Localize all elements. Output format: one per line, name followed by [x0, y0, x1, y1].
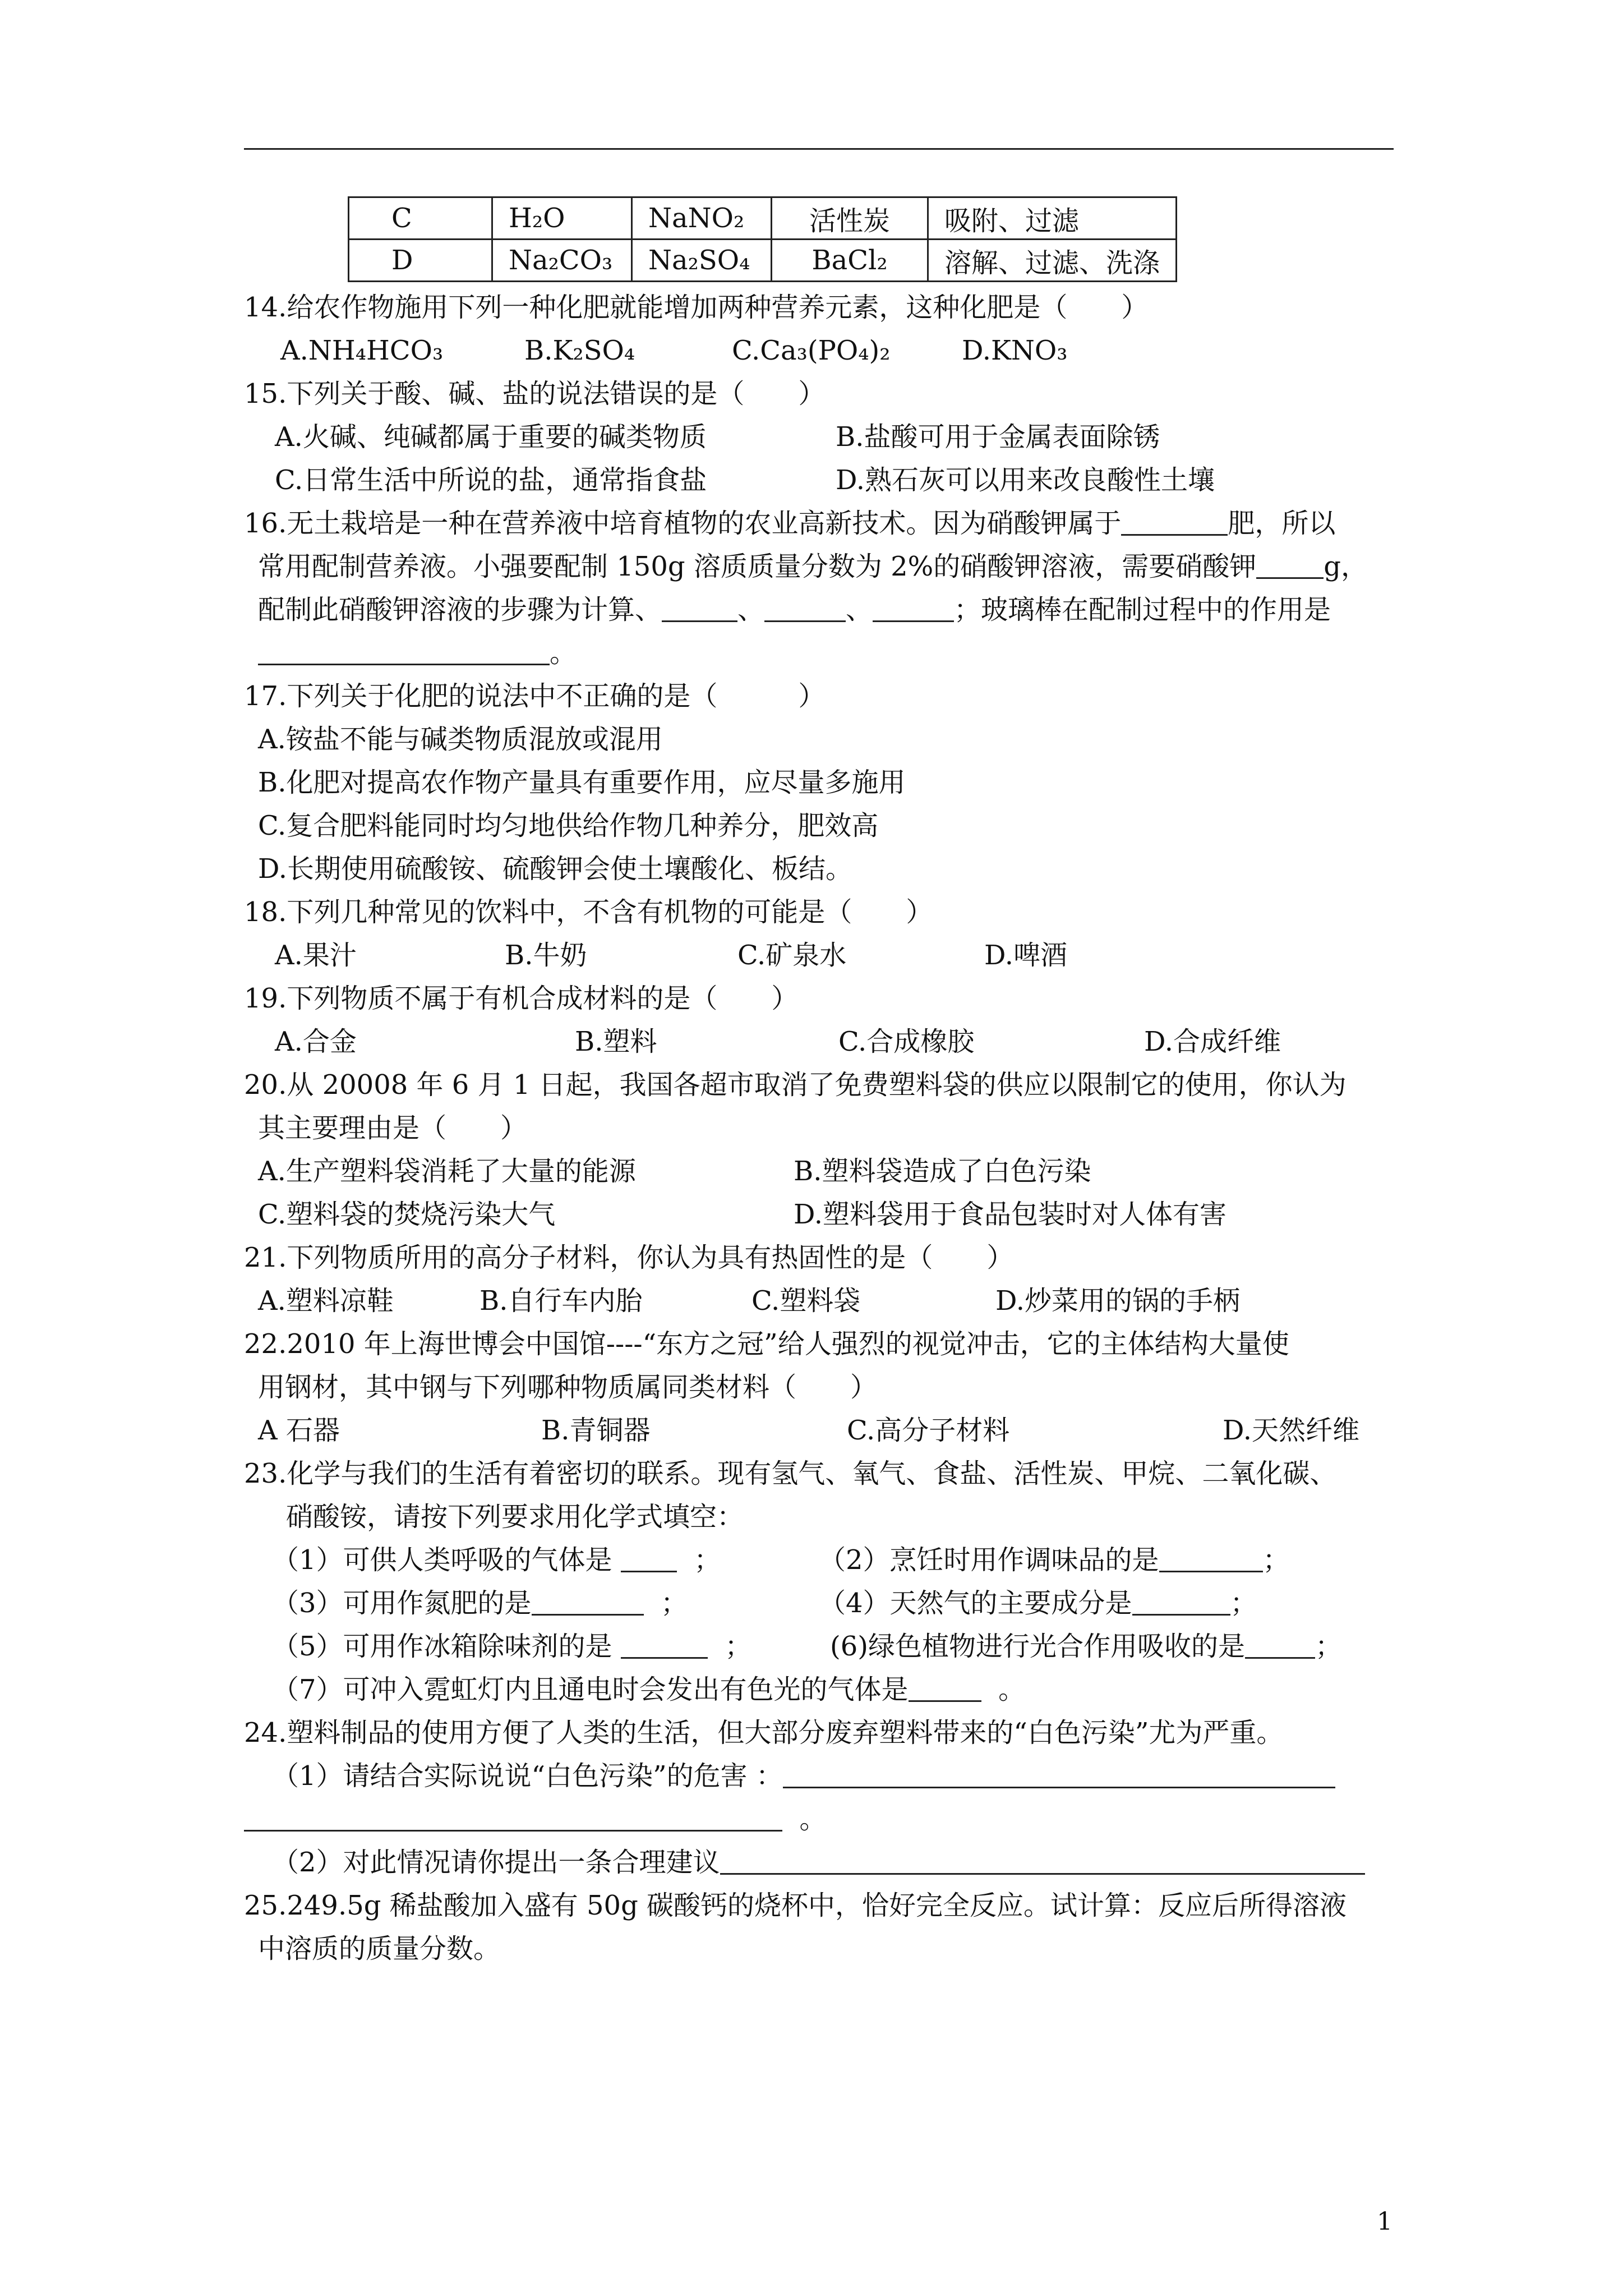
table-cell: 吸附、过滤	[928, 197, 1177, 240]
q23-item-1: （1）可供人类呼吸的气体是 ；	[272, 1544, 721, 1576]
table-row	[349, 240, 1177, 282]
q17-option-c: C.复合肥料能同时均匀地供给作物几种养分，肥效高	[258, 810, 879, 841]
q24-sub-1: （1）请结合实际说说“白色污染”的危害 ：	[272, 1759, 1335, 1793]
answer-blank[interactable]	[720, 1848, 1365, 1875]
answer-blank[interactable]	[1256, 553, 1324, 579]
q20-option-d: D.塑料袋用于食品包装时对人体有害	[794, 1199, 1227, 1230]
q19-stem: 19.下列物质不属于有机合成材料的是（ ）	[244, 983, 799, 1014]
q21-option-a: A.塑料凉鞋	[258, 1285, 394, 1317]
q15-option-b: B.盐酸可用于金属表面除锈	[836, 421, 1160, 453]
table-cell: C	[349, 197, 492, 240]
q20-stem-2: 其主要理由是（ ）	[258, 1112, 528, 1144]
q20-option-a: A.生产塑料袋消耗了大量的能源	[258, 1156, 636, 1187]
table-cell: 溶解、过滤、洗涤	[928, 240, 1177, 282]
q16-line-2: 常用配制营养液。小强要配制 150g 溶质质量分数为 2%的硝酸钾溶液，需要硝酸钾 g，	[258, 551, 1368, 582]
q18-stem: 18.下列几种常见的饮料中，不含有机物的可能是（ ）	[244, 896, 933, 928]
q20-option-c: C.塑料袋的焚烧污染大气	[258, 1199, 556, 1230]
answer-blank[interactable]	[1132, 1589, 1230, 1616]
q22-option-c: C.高分子材料	[847, 1415, 1010, 1446]
table-cell: BaCl₂	[772, 240, 928, 282]
q22-option-a: A 石器	[258, 1415, 340, 1446]
q15-option-d: D.熟石灰可以用来改良酸性土壤	[836, 464, 1215, 496]
q23-item-3: （3）可用作氮肥的是 ；	[272, 1588, 688, 1619]
q21-option-b: B.自行车内胎	[479, 1285, 643, 1317]
q24-sub-2: （2）对此情况请你提出一条合理建议	[272, 1846, 1365, 1879]
q23-item-4: （4）天然气的主要成分是 ；	[819, 1588, 1257, 1619]
table-cell: Na₂SO₄	[632, 240, 772, 282]
header-rule	[244, 148, 1394, 150]
q21-option-c: C.塑料袋	[751, 1285, 861, 1317]
answer-blank[interactable]	[621, 1546, 677, 1572]
q14-option-c: C.Ca₃(PO₄)₂	[732, 335, 891, 366]
answer-blank[interactable]	[1121, 509, 1228, 536]
q18-option-a: A.果汁	[275, 940, 357, 971]
table-cell: H₂O	[492, 197, 632, 240]
q16-line-3: 配制此硝酸钾溶液的步骤为计算、 、 、 ；玻璃棒在配制过程中的作用是	[258, 594, 1331, 625]
q14-stem: 14.给农作物施用下列一种化肥就能增加两种营养元素，这种化肥是（ ）	[244, 292, 1149, 323]
q16-line-4: 。	[258, 636, 577, 670]
q23-stem-1: 23.化学与我们的生活有着密切的联系。现有氢气、氧气、食盐、活性炭、甲烷、二氧化碳、	[244, 1458, 1337, 1489]
q22-option-d: D.天然纤维	[1223, 1415, 1360, 1446]
table-cell: Na₂CO₃	[492, 240, 632, 282]
answer-blank[interactable]	[258, 639, 550, 665]
q14-option-b: B.K₂SO₄	[524, 335, 635, 366]
answer-blank[interactable]	[662, 596, 737, 622]
q15-stem: 15.下列关于酸、碱、盐的说法错误的是（ ）	[244, 378, 826, 409]
table-row	[349, 197, 1177, 240]
answer-blank[interactable]	[532, 1589, 644, 1616]
answer-blank[interactable]	[621, 1632, 708, 1659]
answer-blank[interactable]	[873, 596, 954, 622]
q24-stem: 24.塑料制品的使用方便了人类的生活，但大部分废弃塑料带来的“白色污染”尤为严重。	[244, 1717, 1284, 1749]
q23-stem-2: 硝酸铵，请按下列要求用化学式填空：	[286, 1501, 744, 1533]
q22-option-b: B.青铜器	[541, 1415, 651, 1446]
table-cell: D	[349, 240, 492, 282]
q14-option-a: A.NH₄HCO₃	[280, 335, 444, 366]
q19-option-c: C.合成橡胶	[838, 1026, 975, 1057]
q18-option-d: D.啤酒	[984, 940, 1068, 971]
q22-stem-2: 用钢材，其中钢与下列哪种物质属同类材料（ ）	[258, 1372, 878, 1403]
q15-option-c: C.日常生活中所说的盐，通常指食盐	[275, 464, 707, 496]
table-cell: 活性炭	[772, 197, 928, 240]
q20-stem-1: 20.从 20008 年 6 月 1 日起，我国各超市取消了免费塑料袋的供应以限制它的使用，你认为	[244, 1069, 1347, 1101]
q19-option-d: D.合成纤维	[1144, 1026, 1281, 1057]
q21-option-d: D.炒菜用的锅的手柄	[995, 1285, 1241, 1317]
q24-sub-1-cont: 。	[244, 1802, 827, 1836]
q19-option-b: B.塑料	[575, 1026, 657, 1057]
q17-stem: 17.下列关于化肥的说法中不正确的是（ ）	[244, 680, 826, 712]
q21-stem: 21.下列物质所用的高分子材料，你认为具有热固性的是（ ）	[244, 1242, 1014, 1273]
answer-blank[interactable]	[1159, 1546, 1263, 1572]
q22-stem-1: 22.2010 年上海世博会中国馆----“东方之冠”给人强烈的视觉冲击，它的主体结构大量使	[244, 1328, 1289, 1360]
page-number: 1	[1377, 2207, 1393, 2236]
option-table	[348, 196, 1177, 282]
q23-item-5: （5）可用作冰箱除味剂的是 ；	[272, 1631, 752, 1662]
q18-option-c: C.矿泉水	[737, 940, 847, 971]
q17-option-a: A.铵盐不能与碱类物质混放或混用	[258, 724, 663, 755]
q23-item-7: （7）可冲入霓虹灯内且通电时会发出有色光的气体是 。	[272, 1674, 1026, 1705]
q14-option-d: D.KNO₃	[962, 335, 1068, 366]
answer-blank[interactable]	[783, 1762, 1335, 1788]
q20-option-b: B.塑料袋造成了白色污染	[794, 1156, 1091, 1187]
q23-item-2: （2）烹饪时用作调味品的是 ；	[819, 1544, 1290, 1576]
q17-option-b: B.化肥对提高农作物产量具有重要作用，应尽量多施用	[258, 767, 906, 798]
answer-blank[interactable]	[1245, 1632, 1315, 1659]
q17-option-d: D.长期使用硫酸铵、硫酸钾会使土壤酸化、板结。	[258, 853, 853, 885]
q23-item-6: (6)绿色植物进行光合作用吸收的是 ；	[830, 1631, 1343, 1662]
answer-blank[interactable]	[764, 596, 846, 622]
q25-line-1: 25.249.5g 稀盐酸加入盛有 50g 碳酸钙的烧杯中，恰好完全反应。试计算：反应后所得溶液	[244, 1890, 1347, 1921]
q16-line-1: 16.无土栽培是一种在营养液中培育植物的农业高新技术。因为硝酸钾属于 肥，所以	[244, 508, 1336, 539]
answer-blank[interactable]	[909, 1676, 981, 1702]
answer-blank[interactable]	[244, 1805, 782, 1832]
q15-option-a: A.火碱、纯碱都属于重要的碱类物质	[275, 421, 707, 453]
q25-line-2: 中溶质的质量分数。	[258, 1933, 501, 1964]
q19-option-a: A.合金	[275, 1026, 357, 1057]
table-cell: NaNO₂	[632, 197, 772, 240]
q18-option-b: B.牛奶	[505, 940, 587, 971]
